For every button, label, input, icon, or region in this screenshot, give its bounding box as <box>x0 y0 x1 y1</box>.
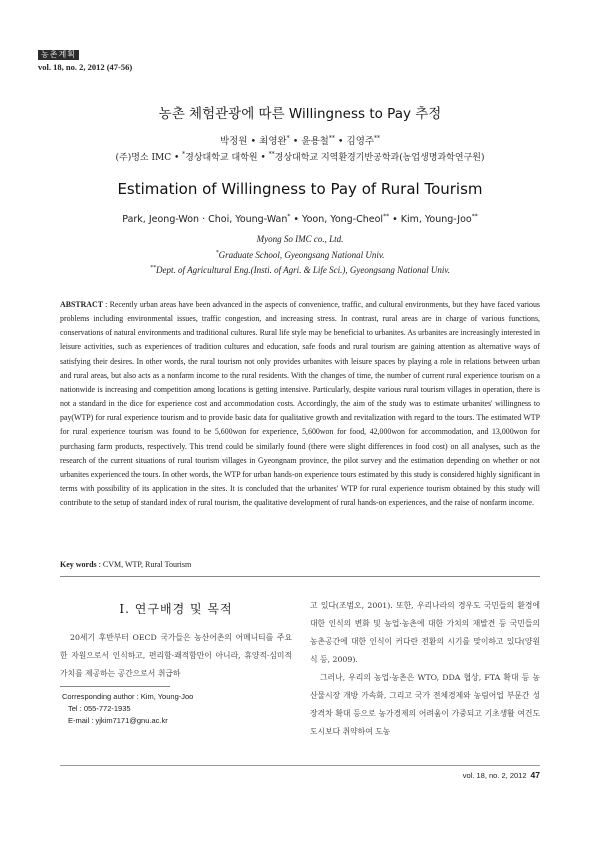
affiliation: 경상대학교 대학원 <box>185 153 258 163</box>
journal-badge: 농촌계획 <box>38 50 79 60</box>
affiliation-text: Dept. of Agricultural Eng.(Insti. of Agri. & Life Sci.), Gyeongsang National Univ. <box>156 265 450 275</box>
affiliation-english-1: Myong So IMC co., Ltd. <box>256 234 344 244</box>
affiliations-korean: (주)명소 IMC • *경상대학교 대학원 • **경상대학교 지역환경기반공학과(농업생명과학연구원) <box>115 151 485 163</box>
author-email: E-mail : yjkim7171@gnu.ac.kr <box>68 716 168 725</box>
affiliation-english-2 <box>0 250 600 260</box>
abstract-text: Recently urban areas have been advanced in the aspects of convenience, traffic, and cultural environments, but they have faced various problems including environmental issues, traffic congestion, and increasing stress. In contrast, rural areas are in charge of various functions, conservations of natural environments and traditional cultures. Rural life style may be beneficial to urbanites. As urbanites are increasingly interested in leisure activities, such as experiences of tradition cultures and education, safe foods and rural tourism are gaining attention as alternative ways of satisfying their desires. In other words, the rural tourism not only provides urbanites with leisure spaces by playing a role in relations between urban and rural areas, but also acts as a nonfarm income to the rural residents. With the changes of time, the number of current rural experience tourism on a nationwide is increasing and competition among locations is getting intensive. Particularly, despite various rural tourism villages in operation, there is not a standard in the dice for experience cost and accommodation costs. Accordingly, the aim of the study was to estimate urbanites' willingness to pay(WTP) for rural experience tourism and to provide basic data for qualitative growth and revitalization with regard to the tours. The estimated WTP for rural experience tourism was found to be 5,600won for experience, 5,600won for food, 42,000won for accommodation, and 13,000won for purchasing farm products, respectively. This trend could be similarly found (there were slight differences in food cost) on all analyses, such as the research of the current situations of rural tourism villages in Gyeongnam province, the pilot survey and the estimation depending on whether or not urbanites experienced the tours. In other words, the WTP for urban hands-on experience tours estimated by this study is considered highly significant in terms with possibility of its application in the sites. It is concluded that the urbanites' WTP for rural experience tourism obtained by this study will contribute to the setup of standard index of rural tourism, the qualitative development of rural hands-on experiences, and the raise of nonfarm income. <box>60 300 540 508</box>
body-paragraph: 그러나, 우리의 농업·농촌은 WTO, DDA 협상, FTA 확대 등 농산물시장 개방 가속화, 그리고 국가 전체경제와 농림어업 부문간 성장격차 확대 등으로 농가경제의 어려움이 가중되고 기초생활 여건도 도시보다 취약하여 도농 <box>310 673 540 736</box>
affiliation-text: Graduate School, Gyeongsang National Univ. <box>218 250 385 260</box>
body-right-column <box>310 597 540 741</box>
keywords <box>60 560 191 569</box>
title-korean: 농촌 체험관광에 따른 Willingness to Pay 추정 <box>158 106 442 122</box>
author-name: 최영완 <box>259 136 287 147</box>
authors-korean: 박정원 • 최영완* • 윤용철** • 김영주** <box>219 134 381 147</box>
author-name: 박정원 <box>219 136 248 147</box>
affiliation: 경상대학교 지역환경기반공학과(농업생명과학연구원) <box>274 153 485 163</box>
title-english: Estimation of Willingness to Pay of Rural Tourism <box>117 180 483 198</box>
keywords-label: Key words <box>60 560 97 569</box>
page-number: 47 <box>530 770 540 780</box>
author-name: 김영주 <box>346 136 375 147</box>
affiliation: (주)명소 IMC <box>115 153 172 163</box>
affiliation-superscript: ** <box>268 151 275 158</box>
author-name: Choi, Young-Wan <box>208 214 288 225</box>
abstract-label: ABSTRACT <box>60 300 103 309</box>
author-name: 윤용철 <box>301 136 329 147</box>
footer-journal: vol. 18, no. 2, 2012 <box>462 771 527 780</box>
keywords-text: CVM, WTP, Rural Tourism <box>102 560 192 569</box>
footer-divider <box>60 765 540 766</box>
footnote-divider <box>60 686 170 687</box>
author-telephone: Tel : 055-772-1935 <box>68 704 131 713</box>
author-superscript: * <box>286 134 290 142</box>
affiliation-superscript: ** <box>150 265 156 271</box>
affiliation-superscript: * <box>182 151 186 158</box>
affiliation-english-3 <box>0 265 600 275</box>
author-name: Yoon, Yong-Cheol <box>302 214 384 225</box>
author-superscript: ** <box>374 134 381 142</box>
footnote <box>62 691 193 727</box>
corresponding-author: Corresponding author : Kim, Young-Joo <box>62 692 194 701</box>
author-name: Park, Jeong-Won <box>122 214 200 225</box>
body-paragraph: 고 있다(조범오, 2001). 또한, 우리나라의 경우도 국민들의 환경에 대한 인식의 변화 및 농업·농촌에 대한 가치의 재발견 등 국민들의 농촌공간에 대한 인식이 커다란 전환의 시기를 맞이하고 있다(양원식 등, 2009). <box>310 601 540 664</box>
author-superscript: ** <box>328 134 335 142</box>
author-superscript: ** <box>383 212 390 220</box>
section-heading: Ⅰ. 연구배경 및 목적 <box>119 602 233 616</box>
abstract-separator: : <box>102 300 110 309</box>
author-superscript: * <box>287 212 291 220</box>
affiliation-superscript: * <box>215 250 219 256</box>
author-name: Kim, Young-Joo <box>400 214 472 225</box>
keywords-separator: : <box>96 560 103 569</box>
page-footer <box>463 770 540 780</box>
keywords-divider <box>60 576 540 577</box>
authors-english: Park, Jeong-Won · Choi, Young-Wan* • Yoon, Yong-Cheol** • Kim, Young-Joo** <box>122 212 478 225</box>
body-left-column <box>60 629 292 683</box>
journal-info: vol. 18, no. 2, 2012 (47-56) <box>38 62 133 72</box>
body-paragraph: 20세기 후반부터 OECD 국가들은 농산어촌의 어메니티를 주요한 자원으로서 인식하고, 편리함·쾌적함만이 아니라, 휴양적·심미적 가치를 제공하는 공간으로서 취급하 <box>60 633 292 678</box>
author-superscript: ** <box>471 212 478 220</box>
abstract <box>60 298 540 510</box>
